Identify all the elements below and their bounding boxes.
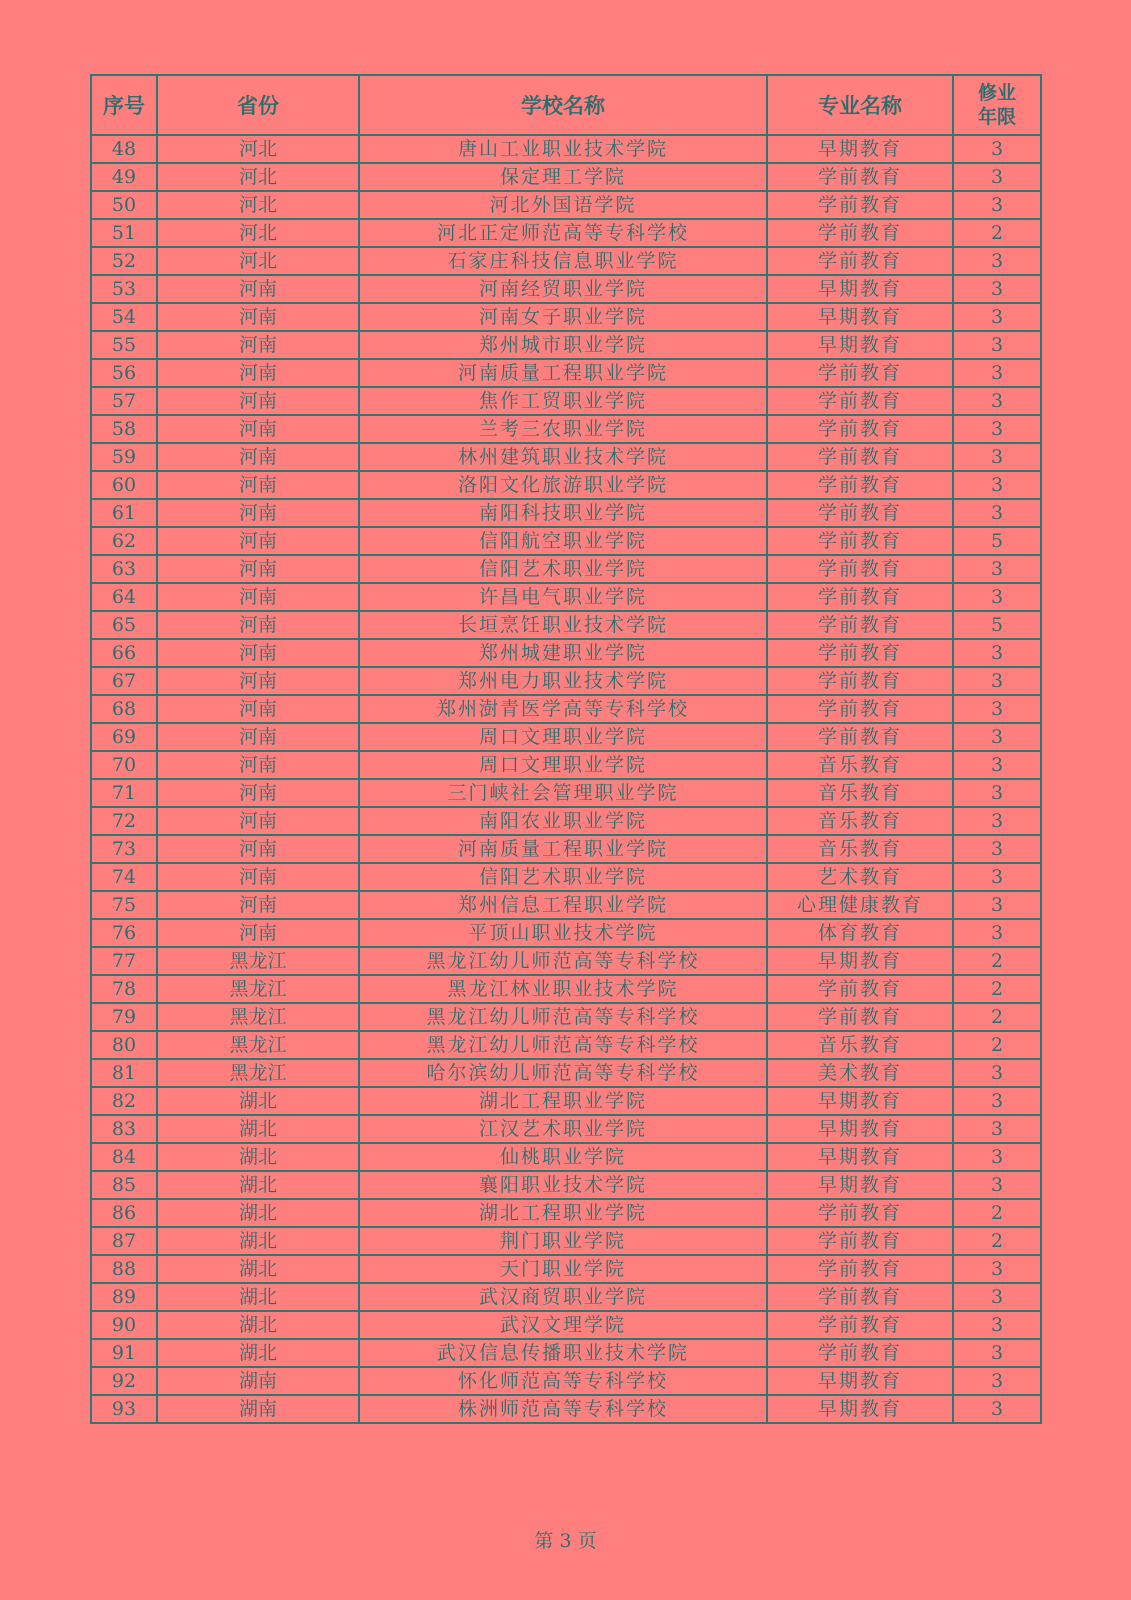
cell-province: 湖北 xyxy=(157,1087,359,1115)
cell-years: 3 xyxy=(953,471,1041,499)
cell-province: 黑龙江 xyxy=(157,1031,359,1059)
cell-major: 早期教育 xyxy=(767,1395,953,1423)
cell-school: 许昌电气职业学院 xyxy=(359,583,767,611)
cell-seq: 54 xyxy=(91,303,157,331)
cell-years: 3 xyxy=(953,1283,1041,1311)
cell-seq: 86 xyxy=(91,1199,157,1227)
cell-major: 体育教育 xyxy=(767,919,953,947)
cell-major: 音乐教育 xyxy=(767,807,953,835)
table-row xyxy=(91,247,1041,275)
cell-years: 3 xyxy=(953,387,1041,415)
cell-major: 学前教育 xyxy=(767,639,953,667)
table-row xyxy=(91,555,1041,583)
cell-school: 湖北工程职业学院 xyxy=(359,1199,767,1227)
table-row xyxy=(91,1059,1041,1087)
cell-major: 学前教育 xyxy=(767,695,953,723)
cell-province: 河南 xyxy=(157,583,359,611)
cell-school: 郑州城市职业学院 xyxy=(359,331,767,359)
cell-school: 河南质量工程职业学院 xyxy=(359,359,767,387)
cell-province: 黑龙江 xyxy=(157,975,359,1003)
cell-seq: 70 xyxy=(91,751,157,779)
cell-school: 郑州电力职业技术学院 xyxy=(359,667,767,695)
cell-seq: 93 xyxy=(91,1395,157,1423)
cell-years: 3 xyxy=(953,1115,1041,1143)
cell-school: 周口文理职业学院 xyxy=(359,723,767,751)
cell-seq: 60 xyxy=(91,471,157,499)
cell-school: 河北正定师范高等专科学校 xyxy=(359,219,767,247)
cell-province: 黑龙江 xyxy=(157,1059,359,1087)
cell-school: 黑龙江幼儿师范高等专科学校 xyxy=(359,1003,767,1031)
cell-major: 学前教育 xyxy=(767,1283,953,1311)
cell-school: 洛阳文化旅游职业学院 xyxy=(359,471,767,499)
cell-years: 3 xyxy=(953,723,1041,751)
cell-years: 3 xyxy=(953,555,1041,583)
table-row xyxy=(91,1395,1041,1423)
cell-school: 郑州澍青医学高等专科学校 xyxy=(359,695,767,723)
cell-major: 艺术教育 xyxy=(767,863,953,891)
cell-seq: 83 xyxy=(91,1115,157,1143)
cell-major: 音乐教育 xyxy=(767,751,953,779)
cell-province: 湖北 xyxy=(157,1283,359,1311)
cell-seq: 80 xyxy=(91,1031,157,1059)
cell-province: 河南 xyxy=(157,331,359,359)
table-row xyxy=(91,835,1041,863)
cell-seq: 90 xyxy=(91,1311,157,1339)
cell-years: 3 xyxy=(953,919,1041,947)
table-row xyxy=(91,611,1041,639)
cell-seq: 89 xyxy=(91,1283,157,1311)
cell-seq: 57 xyxy=(91,387,157,415)
cell-years: 2 xyxy=(953,975,1041,1003)
cell-years: 3 xyxy=(953,779,1041,807)
cell-years: 3 xyxy=(953,247,1041,275)
cell-province: 湖北 xyxy=(157,1255,359,1283)
cell-years: 2 xyxy=(953,947,1041,975)
cell-years: 3 xyxy=(953,191,1041,219)
cell-school: 黑龙江幼儿师范高等专科学校 xyxy=(359,1031,767,1059)
header-duration xyxy=(953,75,1041,135)
table-row xyxy=(91,303,1041,331)
cell-years: 3 xyxy=(953,1339,1041,1367)
table-row xyxy=(91,1227,1041,1255)
cell-seq: 77 xyxy=(91,947,157,975)
cell-major: 早期教育 xyxy=(767,1115,953,1143)
cell-province: 河南 xyxy=(157,891,359,919)
table-row xyxy=(91,135,1041,163)
cell-province: 湖北 xyxy=(157,1143,359,1171)
cell-seq: 92 xyxy=(91,1367,157,1395)
cell-years: 3 xyxy=(953,163,1041,191)
cell-years: 3 xyxy=(953,863,1041,891)
table-row xyxy=(91,807,1041,835)
cell-seq: 75 xyxy=(91,891,157,919)
cell-seq: 79 xyxy=(91,1003,157,1031)
cell-major: 早期教育 xyxy=(767,1143,953,1171)
cell-school: 湖北工程职业学院 xyxy=(359,1087,767,1115)
cell-seq: 67 xyxy=(91,667,157,695)
cell-province: 河南 xyxy=(157,555,359,583)
cell-school: 黑龙江林业职业技术学院 xyxy=(359,975,767,1003)
cell-province: 河南 xyxy=(157,667,359,695)
cell-school: 郑州城建职业学院 xyxy=(359,639,767,667)
cell-province: 河北 xyxy=(157,219,359,247)
cell-years: 2 xyxy=(953,1003,1041,1031)
cell-province: 河南 xyxy=(157,471,359,499)
cell-seq: 74 xyxy=(91,863,157,891)
cell-major: 美术教育 xyxy=(767,1059,953,1087)
cell-province: 黑龙江 xyxy=(157,1003,359,1031)
cell-seq: 55 xyxy=(91,331,157,359)
cell-school: 保定理工学院 xyxy=(359,163,767,191)
cell-school: 河南质量工程职业学院 xyxy=(359,835,767,863)
cell-years: 3 xyxy=(953,891,1041,919)
cell-seq: 58 xyxy=(91,415,157,443)
cell-seq: 91 xyxy=(91,1339,157,1367)
cell-province: 河南 xyxy=(157,779,359,807)
table-row xyxy=(91,779,1041,807)
cell-major: 早期教育 xyxy=(767,331,953,359)
cell-major: 学前教育 xyxy=(767,723,953,751)
cell-seq: 72 xyxy=(91,807,157,835)
cell-school: 河南经贸职业学院 xyxy=(359,275,767,303)
table-row xyxy=(91,1311,1041,1339)
cell-seq: 62 xyxy=(91,527,157,555)
cell-province: 河南 xyxy=(157,415,359,443)
table-row xyxy=(91,1367,1041,1395)
cell-province: 河南 xyxy=(157,275,359,303)
cell-seq: 68 xyxy=(91,695,157,723)
table-row xyxy=(91,1255,1041,1283)
cell-school: 长垣烹饪职业技术学院 xyxy=(359,611,767,639)
cell-school: 黑龙江幼儿师范高等专科学校 xyxy=(359,947,767,975)
cell-school: 河南女子职业学院 xyxy=(359,303,767,331)
cell-school: 武汉信息传播职业技术学院 xyxy=(359,1339,767,1367)
cell-school: 怀化师范高等专科学校 xyxy=(359,1367,767,1395)
header-seq: 序号 xyxy=(91,75,157,135)
table-row xyxy=(91,331,1041,359)
cell-major: 学前教育 xyxy=(767,359,953,387)
cell-major: 学前教育 xyxy=(767,499,953,527)
cell-years: 3 xyxy=(953,639,1041,667)
table-row xyxy=(91,1143,1041,1171)
cell-seq: 56 xyxy=(91,359,157,387)
cell-school: 株洲师范高等专科学校 xyxy=(359,1395,767,1423)
table-header xyxy=(91,75,1041,135)
cell-province: 湖北 xyxy=(157,1171,359,1199)
cell-years: 3 xyxy=(953,1059,1041,1087)
cell-province: 湖北 xyxy=(157,1199,359,1227)
cell-school: 郑州信息工程职业学院 xyxy=(359,891,767,919)
cell-major: 学前教育 xyxy=(767,555,953,583)
cell-major: 早期教育 xyxy=(767,303,953,331)
cell-years: 2 xyxy=(953,1227,1041,1255)
table-row xyxy=(91,219,1041,247)
header-major: 专业名称 xyxy=(767,75,953,135)
cell-school: 兰考三农职业学院 xyxy=(359,415,767,443)
table-row xyxy=(91,275,1041,303)
cell-school: 周口文理职业学院 xyxy=(359,751,767,779)
header-duration-line2: 年限 xyxy=(977,106,1016,128)
table-body xyxy=(91,135,1041,1423)
cell-province: 河南 xyxy=(157,359,359,387)
cell-school: 南阳科技职业学院 xyxy=(359,499,767,527)
cell-major: 学前教育 xyxy=(767,471,953,499)
cell-school: 信阳艺术职业学院 xyxy=(359,863,767,891)
cell-major: 学前教育 xyxy=(767,1199,953,1227)
cell-seq: 88 xyxy=(91,1255,157,1283)
table-row xyxy=(91,359,1041,387)
cell-years: 3 xyxy=(953,415,1041,443)
table-row xyxy=(91,723,1041,751)
cell-major: 早期教育 xyxy=(767,947,953,975)
cell-major: 早期教育 xyxy=(767,135,953,163)
cell-years: 3 xyxy=(953,1255,1041,1283)
cell-years: 3 xyxy=(953,807,1041,835)
cell-province: 河南 xyxy=(157,527,359,555)
cell-years: 3 xyxy=(953,1143,1041,1171)
cell-major: 音乐教育 xyxy=(767,779,953,807)
cell-province: 湖北 xyxy=(157,1227,359,1255)
cell-years: 3 xyxy=(953,331,1041,359)
cell-province: 湖北 xyxy=(157,1339,359,1367)
header-school: 学校名称 xyxy=(359,75,767,135)
cell-major: 音乐教育 xyxy=(767,1031,953,1059)
cell-years: 3 xyxy=(953,359,1041,387)
cell-seq: 61 xyxy=(91,499,157,527)
cell-school: 江汉艺术职业学院 xyxy=(359,1115,767,1143)
cell-school: 信阳航空职业学院 xyxy=(359,527,767,555)
cell-province: 河南 xyxy=(157,443,359,471)
cell-province: 河南 xyxy=(157,611,359,639)
cell-school: 唐山工业职业技术学院 xyxy=(359,135,767,163)
cell-seq: 64 xyxy=(91,583,157,611)
table-row xyxy=(91,695,1041,723)
cell-province: 湖北 xyxy=(157,1115,359,1143)
cell-seq: 51 xyxy=(91,219,157,247)
cell-seq: 85 xyxy=(91,1171,157,1199)
cell-major: 学前教育 xyxy=(767,191,953,219)
cell-major: 学前教育 xyxy=(767,667,953,695)
cell-seq: 63 xyxy=(91,555,157,583)
cell-school: 天门职业学院 xyxy=(359,1255,767,1283)
cell-years: 3 xyxy=(953,1395,1041,1423)
cell-years: 3 xyxy=(953,499,1041,527)
cell-province: 湖南 xyxy=(157,1367,359,1395)
cell-seq: 71 xyxy=(91,779,157,807)
cell-major: 学前教育 xyxy=(767,1227,953,1255)
cell-school: 平顶山职业技术学院 xyxy=(359,919,767,947)
table-row xyxy=(91,1339,1041,1367)
cell-years: 3 xyxy=(953,1087,1041,1115)
cell-province: 河南 xyxy=(157,723,359,751)
cell-seq: 65 xyxy=(91,611,157,639)
cell-province: 河南 xyxy=(157,807,359,835)
cell-school: 河北外国语学院 xyxy=(359,191,767,219)
cell-school: 信阳艺术职业学院 xyxy=(359,555,767,583)
cell-years: 3 xyxy=(953,1367,1041,1395)
cell-major: 早期教育 xyxy=(767,275,953,303)
cell-years: 3 xyxy=(953,1171,1041,1199)
cell-years: 3 xyxy=(953,583,1041,611)
table-row xyxy=(91,191,1041,219)
cell-province: 河南 xyxy=(157,695,359,723)
cell-years: 3 xyxy=(953,303,1041,331)
cell-major: 音乐教育 xyxy=(767,835,953,863)
cell-seq: 82 xyxy=(91,1087,157,1115)
cell-major: 学前教育 xyxy=(767,1339,953,1367)
cell-major: 学前教育 xyxy=(767,1255,953,1283)
table-row xyxy=(91,863,1041,891)
cell-major: 学前教育 xyxy=(767,527,953,555)
table-row xyxy=(91,443,1041,471)
cell-seq: 50 xyxy=(91,191,157,219)
cell-province: 河北 xyxy=(157,191,359,219)
cell-major: 学前教育 xyxy=(767,975,953,1003)
cell-school: 仙桃职业学院 xyxy=(359,1143,767,1171)
cell-seq: 73 xyxy=(91,835,157,863)
cell-school: 南阳农业职业学院 xyxy=(359,807,767,835)
cell-province: 河南 xyxy=(157,863,359,891)
cell-seq: 76 xyxy=(91,919,157,947)
cell-major: 学前教育 xyxy=(767,583,953,611)
table-row xyxy=(91,891,1041,919)
cell-seq: 59 xyxy=(91,443,157,471)
cell-school: 襄阳职业技术学院 xyxy=(359,1171,767,1199)
header-province: 省份 xyxy=(157,75,359,135)
cell-major: 学前教育 xyxy=(767,219,953,247)
school-list-table xyxy=(90,74,1042,1424)
cell-province: 湖北 xyxy=(157,1311,359,1339)
cell-province: 河北 xyxy=(157,135,359,163)
cell-years: 3 xyxy=(953,1311,1041,1339)
cell-major: 心理健康教育 xyxy=(767,891,953,919)
cell-major: 早期教育 xyxy=(767,1367,953,1395)
table-row xyxy=(91,1003,1041,1031)
cell-years: 3 xyxy=(953,667,1041,695)
table-row xyxy=(91,1031,1041,1059)
cell-province: 河南 xyxy=(157,303,359,331)
cell-major: 早期教育 xyxy=(767,1087,953,1115)
cell-seq: 53 xyxy=(91,275,157,303)
table-row xyxy=(91,471,1041,499)
cell-school: 三门峡社会管理职业学院 xyxy=(359,779,767,807)
cell-years: 5 xyxy=(953,527,1041,555)
cell-province: 河南 xyxy=(157,387,359,415)
cell-major: 学前教育 xyxy=(767,443,953,471)
cell-school: 焦作工贸职业学院 xyxy=(359,387,767,415)
table-row xyxy=(91,975,1041,1003)
cell-province: 河南 xyxy=(157,835,359,863)
cell-years: 3 xyxy=(953,275,1041,303)
table-row xyxy=(91,751,1041,779)
table-row xyxy=(91,163,1041,191)
cell-major: 早期教育 xyxy=(767,1171,953,1199)
cell-major: 学前教育 xyxy=(767,247,953,275)
cell-school: 武汉文理学院 xyxy=(359,1311,767,1339)
cell-seq: 81 xyxy=(91,1059,157,1087)
cell-years: 3 xyxy=(953,443,1041,471)
cell-seq: 48 xyxy=(91,135,157,163)
table-row xyxy=(91,1199,1041,1227)
cell-province: 河南 xyxy=(157,919,359,947)
table-row xyxy=(91,919,1041,947)
table-row xyxy=(91,1171,1041,1199)
table-row xyxy=(91,639,1041,667)
cell-seq: 84 xyxy=(91,1143,157,1171)
cell-major: 学前教育 xyxy=(767,163,953,191)
cell-school: 石家庄科技信息职业学院 xyxy=(359,247,767,275)
table-row xyxy=(91,387,1041,415)
cell-seq: 87 xyxy=(91,1227,157,1255)
cell-school: 林州建筑职业技术学院 xyxy=(359,443,767,471)
cell-school: 哈尔滨幼儿师范高等专科学校 xyxy=(359,1059,767,1087)
cell-school: 武汉商贸职业学院 xyxy=(359,1283,767,1311)
cell-province: 河南 xyxy=(157,751,359,779)
cell-major: 学前教育 xyxy=(767,1003,953,1031)
cell-years: 2 xyxy=(953,219,1041,247)
cell-school: 荆门职业学院 xyxy=(359,1227,767,1255)
cell-seq: 69 xyxy=(91,723,157,751)
cell-seq: 52 xyxy=(91,247,157,275)
cell-province: 湖南 xyxy=(157,1395,359,1423)
header-row xyxy=(91,75,1041,135)
cell-major: 学前教育 xyxy=(767,387,953,415)
cell-seq: 66 xyxy=(91,639,157,667)
table-row xyxy=(91,583,1041,611)
table-row xyxy=(91,1115,1041,1143)
header-duration-line1: 修业 xyxy=(977,82,1016,104)
table-row xyxy=(91,415,1041,443)
cell-major: 学前教育 xyxy=(767,611,953,639)
cell-years: 3 xyxy=(953,835,1041,863)
cell-years: 5 xyxy=(953,611,1041,639)
table-row xyxy=(91,527,1041,555)
cell-major: 学前教育 xyxy=(767,415,953,443)
cell-major: 学前教育 xyxy=(767,1311,953,1339)
cell-years: 3 xyxy=(953,135,1041,163)
table-row xyxy=(91,947,1041,975)
cell-province: 河北 xyxy=(157,163,359,191)
cell-province: 河南 xyxy=(157,499,359,527)
cell-years: 2 xyxy=(953,1199,1041,1227)
cell-seq: 49 xyxy=(91,163,157,191)
table-row xyxy=(91,499,1041,527)
table-row xyxy=(91,1283,1041,1311)
cell-province: 黑龙江 xyxy=(157,947,359,975)
table-row xyxy=(91,667,1041,695)
cell-years: 3 xyxy=(953,751,1041,779)
cell-province: 河北 xyxy=(157,247,359,275)
cell-province: 河南 xyxy=(157,639,359,667)
cell-seq: 78 xyxy=(91,975,157,1003)
cell-years: 3 xyxy=(953,695,1041,723)
table-row xyxy=(91,1087,1041,1115)
cell-years: 2 xyxy=(953,1031,1041,1059)
page-number: 第 3 页 xyxy=(534,1530,597,1552)
